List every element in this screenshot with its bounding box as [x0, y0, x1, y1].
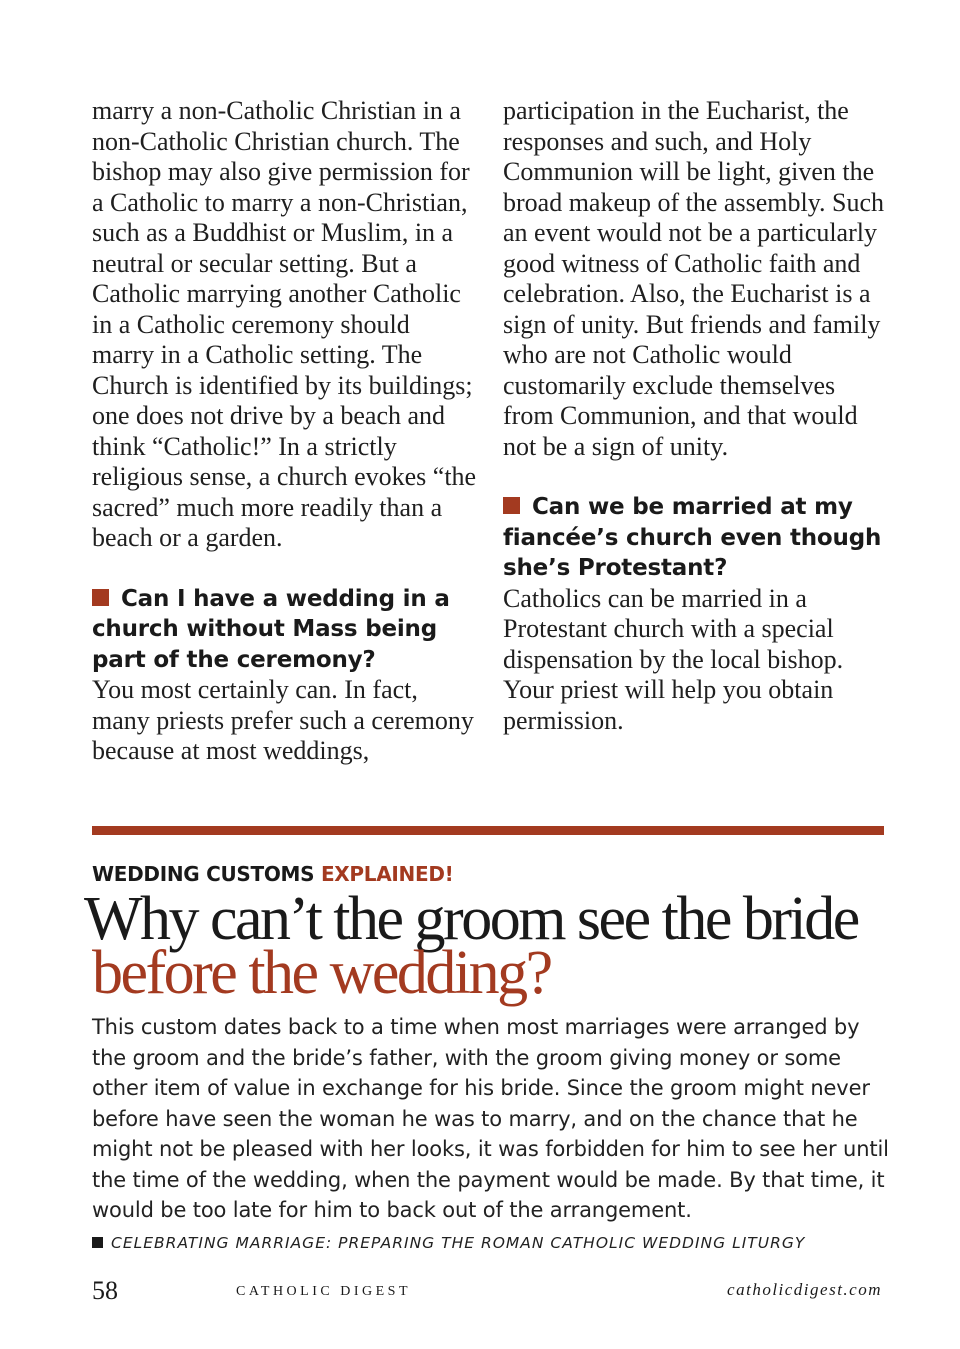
source-text: CELEBRATING MARRIAGE: PREPARING THE ROMAN CATHOLIC WEDDING LITURGY [111, 1234, 806, 1252]
headline-line-2: before the wedding? [92, 939, 551, 1007]
right-continued-text: participation in the Eucharist, the responses and such, and Holy Communion will be light, given the broad makeup of the assembly. Such an event would not be a particularly good witness of Catholic faith and celebration. Also, the Eucharist is a sign of unity. But friends and family who are not Catholic would customarily exclude themselves from Communion, and that would not be a sign of unity. [503, 96, 884, 461]
qa-block-protestant [503, 492, 888, 736]
answer-text: You most certainly can. In fact, many priests prefer such a ceremony because at most weddings, [92, 675, 474, 765]
answer-text: Catholics can be married in a Protestant church with a special dispensation by the local bishop. Your priest will help you obtain permission. [503, 583, 844, 735]
question-heading [503, 492, 888, 584]
square-bullet-icon [92, 1237, 103, 1248]
right-column [503, 96, 888, 736]
magazine-name: CATHOLIC DIGEST [236, 1284, 411, 1299]
kicker-text: WEDDING CUSTOMS [92, 862, 315, 886]
qa-block-mass [92, 584, 477, 767]
question-text: Can we be married at my fiancée’s church even though she’s Protestant? [503, 494, 882, 581]
kicker-accent: EXPLAINED! [320, 862, 454, 886]
question-text: Can I have a wedding in a church without Mass being part of the ceremony? [92, 585, 450, 673]
sidebar-source [92, 1234, 805, 1252]
question-heading [92, 584, 477, 676]
headline-line-1: Why can’t the groom see the bride [84, 885, 858, 953]
section-divider [92, 826, 884, 835]
left-column [92, 96, 477, 767]
sidebar-body: This custom dates back to a time when most marriages were arranged by the groom and the bride’s father, with the groom giving money or some other item of value in exchange for his bride. Since the groom might never before have seen the woman he was to marry, and on the chance that he might not be pleased with her looks, it was forbidden for him to see her until the time of the wedding, when the payment would be made. By that time, it would be too late for him to back out of the arrangement. [92, 1015, 889, 1222]
website-link[interactable]: catholicdigest.com [727, 1280, 882, 1299]
left-continued-text: marry a non-Catholic Christian in a non-Catholic Christian church. The bishop may also give permission for a Catholic to marry a non-Christian, such as a Buddhist or Muslim, in a neutral or secular setting. But a Catholic marrying another Catholic in a Catholic ceremony should marry in a Catholic setting. The Church is identified by its buildings; one does not drive by a beach and think “Catholic!” In a strictly religious sense, a church evokes “the sacred” much more readily than a beach or a garden. [92, 96, 477, 552]
sidebar-headline [84, 885, 904, 1007]
sidebar-kicker [92, 862, 453, 886]
page-number: 58 [92, 1276, 118, 1305]
square-bullet-icon [503, 497, 520, 514]
square-bullet-icon [92, 589, 109, 606]
